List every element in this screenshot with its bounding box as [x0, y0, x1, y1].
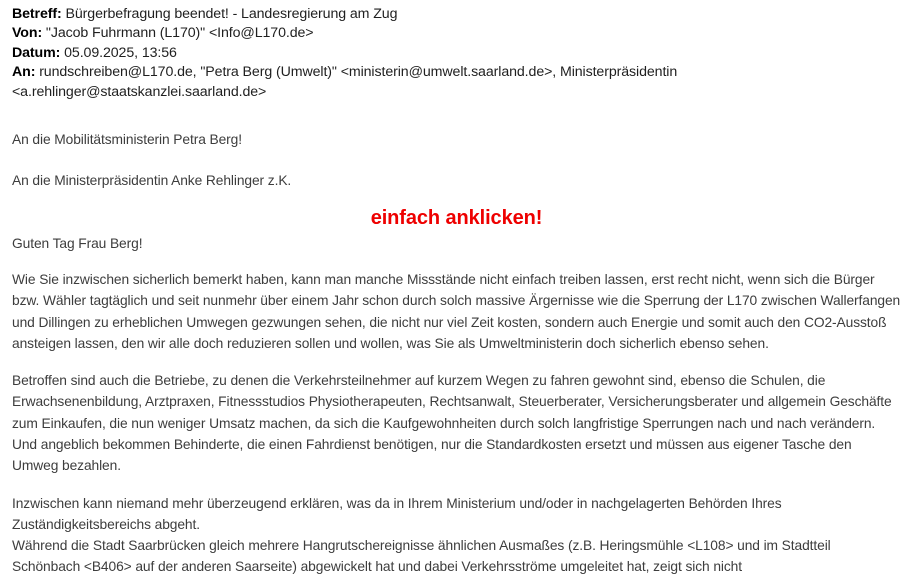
date-label: Datum: — [12, 44, 61, 61]
salutation-ministerpraesidentin: An die Ministerpräsidentin Anke Rehlinger z.K. — [12, 173, 292, 189]
email-header — [12, 5, 901, 102]
paragraph-1: Wie Sie inzwischen sicherlich bemerkt haben, kann man manche Missstände nicht einfach treiben lassen, erst recht nicht, wenn sich die Bürger bzw. Wähler tagtäglich und seit nunmehr über einem Jahr schon durch solch massive Ärgernisse wie die Sperrung der L170 zwischen Wallerfangen und Dillingen zu erheblichen Umwegen gezwungen sehen, die nicht nur viel Zeit kosten, sondern auch Energie und somit auch den CO2-Ausstoß ansteigen lassen, den wir alle doch reduzieren sollen und wollen, was Sie als Umweltministerin doch sicherlich ebenso sehen. — [12, 271, 901, 351]
paragraph-2: Betroffen sind auch die Betriebe, zu denen die Verkehrsteilnehmer auf kurzem Wegen zu fahren gewohnt sind, ebenso die Schulen, die Erwachsenenbildung, Arztpraxen, Fitnessstudios Physiotherapeuten, Rechtsanwalt, Steuerberater, Versicherungsberater und allgemein Geschäfte zum Einkaufen, die nun weniger Umsatz machen, da sich die Kaufgewohnheiten durch solch langfristige Sperrungen nach und nach verändern. Und angeblich bekommen Behinderte, die einen Fahrdienst benötigen, nur die Standardkosten ersetzt und müssen aus eigener Tasche den Umweg bezahlen. — [12, 373, 892, 474]
subject-value: Bürgerbefragung beendet! - Landesregierung am Zug — [65, 6, 398, 22]
from-label: Von: — [12, 25, 43, 42]
salutation-minister: An die Mobilitätsministerin Petra Berg! — [12, 132, 242, 148]
click-here-link[interactable]: einfach anklicken! — [370, 206, 543, 229]
to-label: An: — [12, 64, 36, 81]
paragraph-3: Inzwischen kann niemand mehr überzeugend erklären, was da in Ihrem Ministerium und/oder in nachgelagerten Behörden Ihres Zuständigkeitsbereichs abgeht. — [12, 495, 782, 532]
header-from-line — [12, 24, 901, 43]
to-value: rundschreiben@L170.de, "Petra Berg (Umwelt)" <ministerin@umwelt.saarland.de>, Ministerpräsidentin <a.rehlinger@staatskanzlei.saarland.de> — [12, 64, 678, 100]
subject-label: Betreff: — [12, 6, 62, 22]
greeting-line: Guten Tag Frau Berg! — [12, 235, 143, 251]
header-date-line — [12, 44, 901, 63]
header-subject-line — [12, 5, 901, 24]
date-value: 05.09.2025, 13:56 — [64, 44, 177, 61]
email-body — [12, 129, 901, 578]
paragraph-4-clipped: Während die Stadt Saarbrücken gleich mehrere Hangrutschereignisse ähnlichen Ausmaßes (z.B. Heringsmühle <L108> und im Stadtteil Schönbach <B406> auf der anderen Saarseite) abgewickelt hat und dabei Verkehrsströme umgeleitet hat, zeigt sich nicht — [12, 538, 831, 575]
from-value: "Jacob Fuhrmann (L170)" <Info@L170.de> — [45, 25, 314, 42]
header-to-line — [12, 63, 901, 102]
